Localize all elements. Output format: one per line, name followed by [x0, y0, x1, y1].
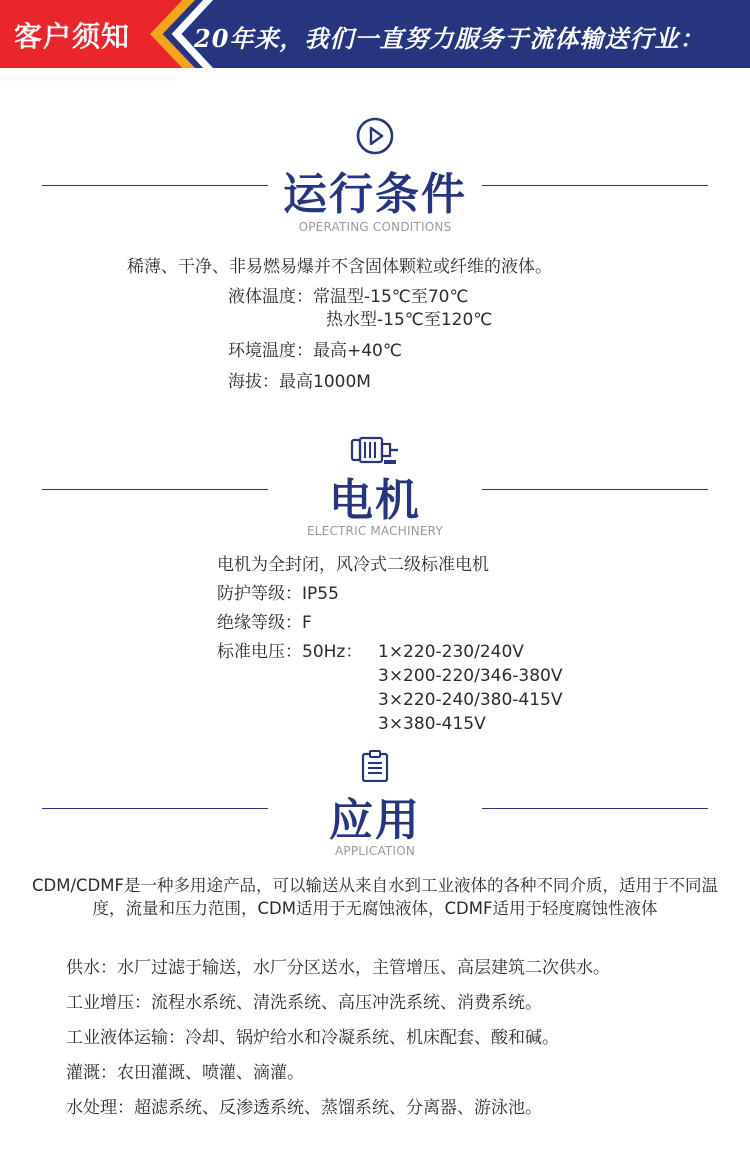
play-circle-icon — [355, 116, 395, 156]
motor-line: 电机为全封闭，风冷式二级标准电机 — [217, 555, 489, 575]
clipboard-icon — [360, 750, 390, 782]
banner-slogan: 20年来，我们一直努力服务于流体输送行业： — [194, 24, 705, 53]
application-line: 供水：水厂过滤于输送，水厂分区送水，主管增压、高层建筑二次供水。 — [66, 958, 610, 978]
section-title: 应用 — [329, 795, 421, 846]
motor-line: 标准电压：50Hz： — [217, 642, 363, 662]
section-subtitle: APPLICATION — [334, 844, 416, 858]
operating-line: 稀薄、干净、非易燃易爆并不含固体颗粒或纤维的液体。 — [127, 257, 552, 277]
application-line: 水处理：超滤系统、反渗透系统、蒸馏系统、分离器、游泳池。 — [66, 1098, 542, 1118]
section-application-header — [0, 750, 750, 870]
application-intro: CDM/CDMF是一种多用途产品，可以输送从来自水到工业液体的各种不同介质，适用于不同温度，流量和压力范围，CDM适用于无腐蚀液体，CDMF适用于轻度腐蚀性液体 — [32, 876, 718, 918]
application-line: 工业增压：流程水系统、清洗系统、高压冲洗系统、消费系统。 — [66, 993, 542, 1013]
section-subtitle: ELECTRIC MACHINERY — [307, 524, 443, 538]
operating-line: 液体温度：常温型-15℃至70℃ — [228, 287, 469, 307]
operating-line: 环境温度：最高+40℃ — [228, 341, 402, 361]
operating-line: 热水型-15℃至120℃ — [326, 310, 493, 330]
application-line: 工业液体运输：冷却、锅炉给水和冷凝系统、机床配套、酸和碱。 — [66, 1028, 559, 1048]
banner-title: 客户须知 — [14, 20, 131, 53]
voltage-value: 1×220-230/240V — [378, 642, 524, 662]
section-operating-header — [0, 116, 750, 236]
voltage-value: 3×220-240/380-415V — [378, 690, 563, 710]
section-title: 运行条件 — [283, 169, 467, 220]
application-line: 灌溉：农田灌溉、喷灌、滴灌。 — [66, 1063, 304, 1083]
top-banner — [0, 0, 750, 68]
motor-line: 防护等级：IP55 — [217, 584, 339, 604]
section-subtitle: OPERATING CONDITIONS — [298, 220, 452, 234]
operating-line: 海拔：最高1000M — [228, 372, 371, 392]
section-title: 电机 — [329, 475, 421, 526]
section-motor-header — [0, 430, 750, 550]
motor-line: 绝缘等级：F — [217, 613, 312, 633]
voltage-value: 3×200-220/346-380V — [378, 666, 563, 686]
voltage-value: 3×380-415V — [378, 714, 486, 734]
